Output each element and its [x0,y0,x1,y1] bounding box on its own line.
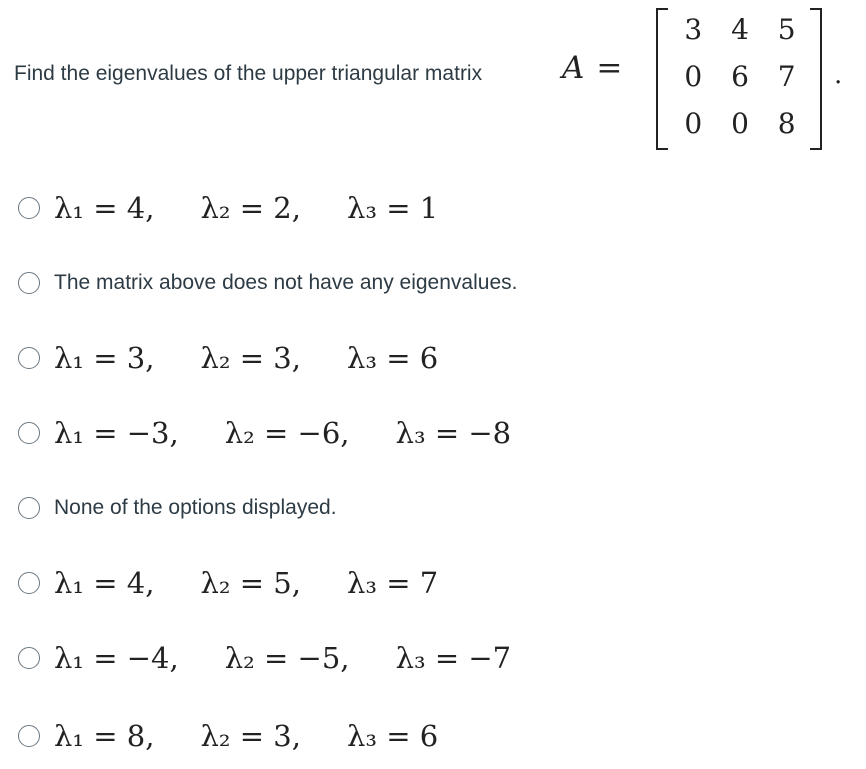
matrix-cell: 0 [684,60,703,93]
matrix-grid [670,6,810,147]
radio-button[interactable] [18,422,40,444]
matrix-cell: 0 [731,107,749,140]
answer-option-4[interactable] [18,413,838,453]
option-label: λ₁ = 4, λ₂ = 5, λ₃ = 7 [54,566,439,600]
option-label: λ₁ = −4, λ₂ = −5, λ₃ = −7 [54,641,512,675]
matrix-a [646,4,822,152]
equals-sign: = [596,50,623,86]
matrix-variable [562,50,622,86]
radio-button[interactable] [18,272,40,294]
answer-option-6[interactable] [18,563,838,603]
answer-option-8[interactable] [18,716,838,756]
radio-button[interactable] [18,497,40,519]
matrix-cell: 7 [777,60,796,93]
matrix-cell: 3 [684,13,703,46]
matrix-cell: 6 [731,60,749,93]
option-label: λ₁ = 4, λ₂ = 2, λ₃ = 1 [54,191,439,225]
radio-button[interactable] [18,347,40,369]
right-bracket [810,8,822,150]
question-text: Find the eigenvalues of the upper triangular matrix [14,62,483,85]
answer-option-1[interactable] [18,188,838,228]
matrix-cell: 4 [731,13,749,46]
matrix-cell: 0 [684,107,703,140]
radio-button[interactable] [18,725,40,747]
left-bracket [656,8,668,150]
answer-option-5[interactable] [18,488,838,528]
radio-button[interactable] [18,647,40,669]
sentence-period: . [834,60,843,90]
matrix-cell: 8 [777,107,796,140]
matrix-cell: 5 [777,13,796,46]
option-label: The matrix above does not have any eigenvalues. [54,271,518,294]
option-label: λ₁ = −3, λ₂ = −6, λ₃ = −8 [54,416,512,450]
answer-option-2[interactable] [18,263,838,303]
option-label: None of the options displayed. [54,496,337,519]
answer-option-3[interactable] [18,338,838,378]
option-label: λ₁ = 8, λ₂ = 3, λ₃ = 6 [54,719,439,753]
option-label: λ₁ = 3, λ₂ = 3, λ₃ = 6 [54,341,439,375]
question-prompt [14,0,854,160]
radio-button[interactable] [18,197,40,219]
matrix-var-label: A [562,50,585,86]
radio-button[interactable] [18,572,40,594]
answer-option-7[interactable] [18,638,838,678]
